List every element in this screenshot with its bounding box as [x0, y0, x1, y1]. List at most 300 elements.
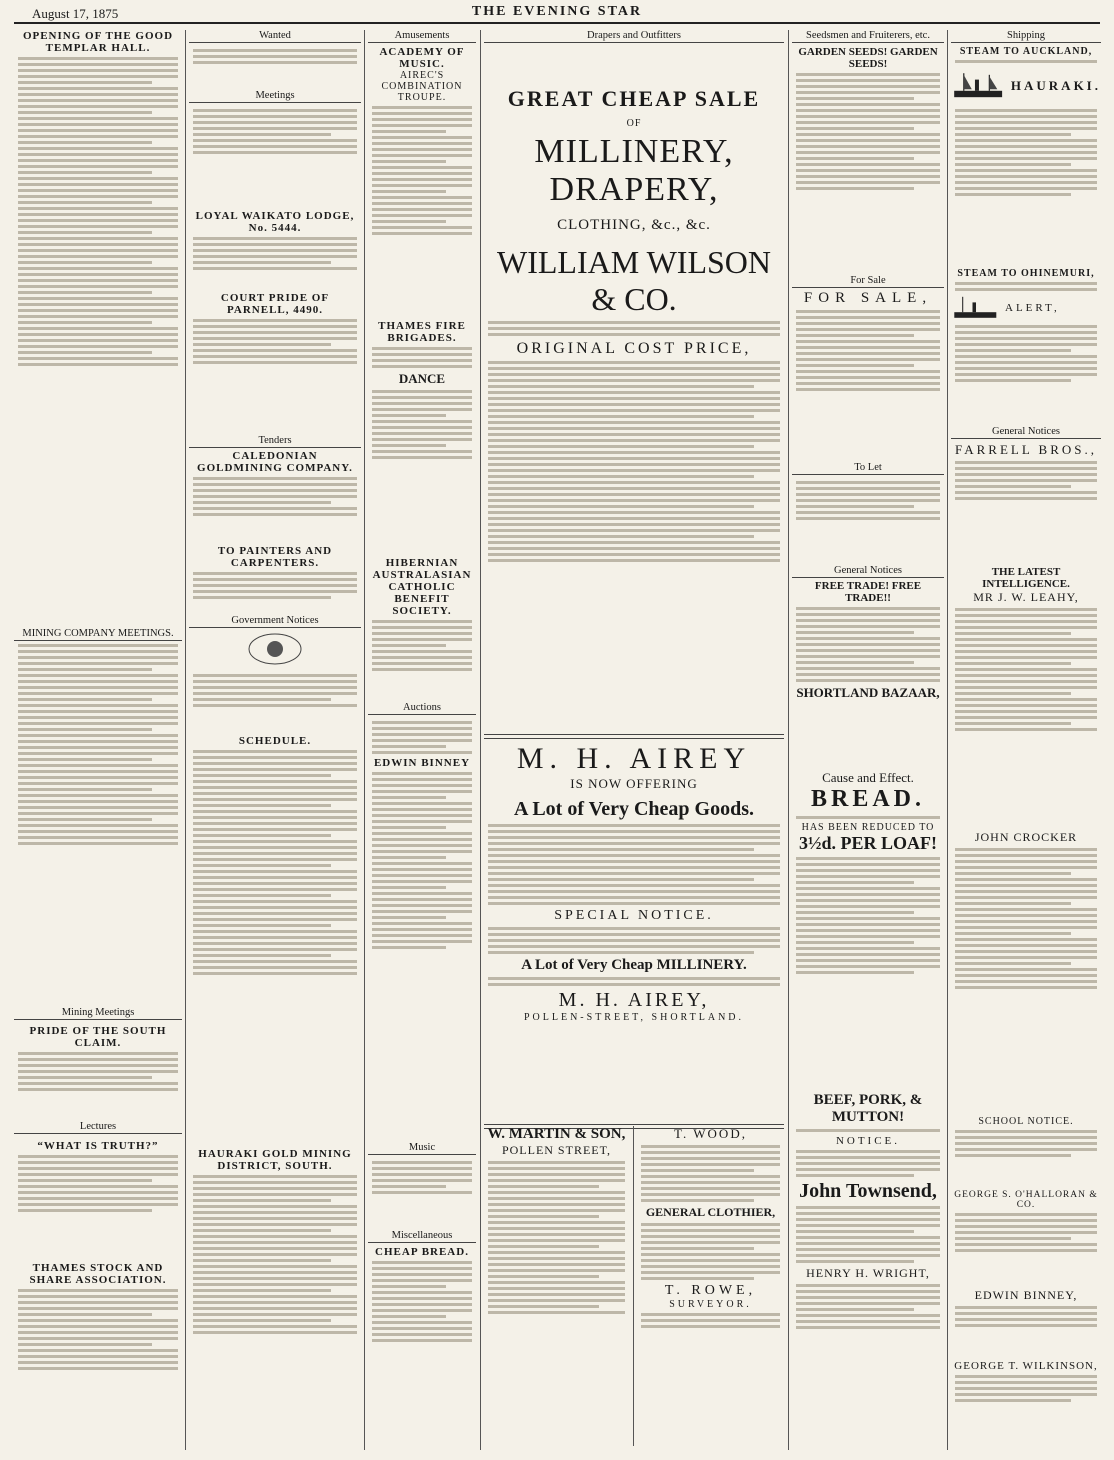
text-line	[18, 351, 152, 354]
text-line	[193, 762, 357, 765]
text-line	[18, 195, 178, 198]
notice-heading: CHEAP BREAD.	[375, 1246, 469, 1258]
text-line	[796, 1326, 940, 1329]
text-line	[641, 1253, 780, 1256]
ad-edwin-binney	[951, 1288, 1101, 1358]
body-text	[951, 1375, 1101, 1402]
text-line	[796, 1236, 940, 1239]
text-line	[796, 511, 940, 514]
text-line	[955, 127, 1097, 130]
text-line	[18, 1295, 178, 1298]
body-text	[792, 1150, 944, 1177]
text-line	[796, 881, 914, 884]
text-line	[193, 900, 357, 903]
text-line	[193, 834, 331, 837]
text-line	[193, 704, 357, 707]
text-line	[796, 649, 940, 652]
text-line	[193, 361, 357, 364]
text-line	[193, 115, 357, 118]
text-line	[796, 388, 940, 391]
section-heading: Drapers and Outfitters	[484, 30, 784, 43]
text-line	[18, 1070, 178, 1073]
text-line	[488, 1215, 599, 1218]
body-text	[14, 57, 182, 366]
text-line	[955, 1393, 1097, 1396]
text-line	[488, 493, 780, 496]
text-line	[955, 1237, 1071, 1240]
text-line	[955, 866, 1097, 869]
text-line	[193, 1247, 357, 1250]
text-line	[488, 475, 754, 478]
text-line	[18, 189, 178, 192]
text-line	[955, 914, 1097, 917]
ad-w-martin	[484, 1126, 629, 1446]
text-line	[955, 1306, 1097, 1309]
text-line	[796, 947, 940, 950]
text-line	[193, 127, 357, 130]
ad-headline: BREAD.	[810, 786, 925, 812]
text-line	[641, 1235, 780, 1238]
text-line	[488, 553, 780, 556]
text-line	[955, 944, 1097, 947]
text-line	[488, 535, 754, 538]
text-line	[18, 1349, 178, 1352]
text-line	[955, 145, 1097, 148]
text-line	[372, 940, 472, 943]
text-line	[955, 343, 1097, 346]
text-line	[955, 902, 1071, 905]
text-line	[641, 1259, 780, 1262]
body-text	[951, 1213, 1101, 1252]
text-line	[796, 115, 940, 118]
text-line	[193, 325, 357, 328]
body-text	[368, 1161, 476, 1194]
text-line	[796, 1302, 940, 1305]
text-line	[796, 929, 940, 932]
text-line	[955, 467, 1097, 470]
text-line	[193, 1259, 331, 1262]
text-line	[18, 345, 178, 348]
text-line	[796, 133, 940, 136]
text-line	[372, 426, 472, 429]
text-line	[372, 420, 472, 423]
text-line	[18, 740, 178, 743]
ad-school-notice	[951, 1116, 1101, 1186]
text-line	[193, 343, 331, 346]
body-text	[368, 620, 476, 671]
text-line	[955, 656, 1097, 659]
text-line	[372, 946, 446, 949]
text-line	[955, 1375, 1097, 1378]
column-1	[14, 30, 182, 1450]
text-line	[955, 638, 1097, 641]
text-line	[641, 1145, 780, 1148]
ad-text: HAS BEEN REDUCED TO	[801, 822, 935, 833]
body-text	[637, 1145, 784, 1202]
ad-headline: SCHOOL NOTICE.	[978, 1116, 1074, 1127]
text-line	[372, 196, 472, 199]
ad-firm-name: M. H. AIREY	[516, 742, 752, 775]
text-line	[796, 1314, 940, 1317]
section-heading: Miscellaneous	[368, 1230, 476, 1243]
ad-farrell-bros	[951, 442, 1101, 542]
text-line	[18, 830, 178, 833]
text-line	[372, 220, 446, 223]
text-line	[18, 1209, 152, 1212]
ad-address: POLLEN-STREET, SHORTLAND.	[523, 1012, 745, 1023]
text-line	[18, 255, 178, 258]
text-line	[372, 178, 472, 181]
text-line	[372, 644, 446, 647]
ad-subheadline: CLOTHING, &c., &c.	[557, 217, 711, 233]
text-line	[18, 782, 178, 785]
text-line	[18, 1167, 178, 1170]
text-line	[488, 415, 754, 418]
text-line	[488, 403, 780, 406]
text-line	[955, 698, 1097, 701]
text-line	[193, 349, 357, 352]
text-line	[488, 1197, 625, 1200]
text-line	[372, 1167, 472, 1170]
text-line	[193, 1331, 357, 1334]
ad-headline: 3½d. PER LOAF!	[798, 833, 937, 853]
body-text	[14, 1289, 182, 1370]
text-line	[372, 444, 446, 447]
text-line	[488, 379, 780, 382]
text-line	[641, 1187, 780, 1190]
text-line	[193, 1187, 357, 1190]
text-line	[18, 644, 178, 647]
text-line	[488, 1239, 625, 1242]
text-line	[955, 692, 1071, 695]
body-text	[951, 60, 1101, 63]
text-line	[18, 93, 178, 96]
text-line	[796, 887, 940, 890]
text-line	[193, 698, 331, 701]
text-line	[955, 1219, 1097, 1222]
text-line	[488, 878, 754, 881]
text-line	[796, 364, 914, 367]
text-line	[193, 596, 331, 599]
ad-subheadline: NOTICE.	[835, 1135, 901, 1147]
text-line	[796, 1224, 940, 1227]
text-line	[372, 892, 472, 895]
text-line	[796, 163, 940, 166]
text-line	[488, 902, 780, 905]
text-line	[955, 288, 1097, 291]
text-line	[488, 1287, 625, 1290]
text-line	[372, 1279, 472, 1282]
text-line	[955, 686, 1097, 689]
text-line	[796, 1308, 914, 1311]
text-line	[372, 778, 472, 781]
body-text	[792, 1206, 944, 1263]
text-line	[488, 499, 780, 502]
text-line	[193, 237, 357, 240]
article-mining-meetings	[14, 628, 182, 1008]
text-line	[488, 433, 780, 436]
ad-leahy-bootmaker	[951, 566, 1101, 826]
text-line	[193, 1319, 331, 1322]
text-line	[372, 856, 446, 859]
text-line	[193, 243, 357, 246]
text-line	[372, 1321, 472, 1324]
text-line	[193, 942, 357, 945]
text-line	[796, 923, 940, 926]
text-line	[955, 461, 1097, 464]
text-line	[18, 1082, 178, 1085]
section-heading: General Notices	[792, 565, 944, 578]
text-line	[18, 1301, 178, 1304]
ad-firm-name: SHORTLAND BAZAAR,	[796, 685, 940, 700]
text-line	[372, 432, 472, 435]
text-line	[488, 487, 780, 490]
body-text	[637, 1223, 784, 1280]
text-line	[955, 650, 1097, 653]
text-line	[955, 367, 1097, 370]
text-line	[488, 836, 780, 839]
tender-painters	[189, 545, 361, 610]
text-line	[193, 792, 357, 795]
text-line	[955, 1318, 1097, 1321]
text-line	[193, 337, 357, 340]
text-line	[796, 661, 914, 664]
text-line	[796, 613, 940, 616]
text-line	[372, 934, 472, 937]
text-line	[955, 950, 1097, 953]
ad-firm-name: T. ROWE,	[664, 1283, 757, 1298]
text-line	[372, 814, 472, 817]
text-line	[955, 908, 1097, 911]
ad-text: SURVEYOR.	[669, 1299, 752, 1310]
text-line	[193, 876, 357, 879]
text-line	[488, 866, 780, 869]
text-line	[18, 1337, 178, 1340]
text-line	[18, 213, 178, 216]
text-line	[641, 1247, 754, 1250]
text-line	[372, 922, 472, 925]
text-line	[372, 733, 472, 736]
text-line	[372, 928, 472, 931]
text-line	[193, 507, 357, 510]
text-line	[18, 237, 178, 240]
text-line	[18, 147, 178, 150]
text-line	[193, 1175, 357, 1178]
body-text	[368, 721, 476, 754]
text-line	[955, 325, 1097, 328]
text-line	[955, 109, 1097, 112]
text-line	[18, 776, 178, 779]
text-line	[372, 160, 446, 163]
ad-firm-name: FARRELL BROS.,	[954, 442, 1098, 457]
text-line	[193, 1265, 357, 1268]
text-line	[193, 61, 357, 64]
text-line	[955, 497, 1097, 500]
body-text	[792, 73, 944, 190]
text-line	[955, 920, 1097, 923]
text-line	[18, 656, 178, 659]
text-line	[796, 631, 914, 634]
text-line	[18, 824, 178, 827]
text-line	[18, 1319, 178, 1322]
text-line	[18, 692, 178, 695]
text-line	[372, 148, 472, 151]
text-line	[18, 129, 178, 132]
body-text	[484, 361, 784, 562]
text-line	[796, 1168, 940, 1171]
notice-what-is-truth	[14, 1140, 182, 1260]
text-line	[488, 517, 780, 520]
text-line	[796, 499, 940, 502]
text-line	[193, 477, 357, 480]
text-line	[955, 884, 1097, 887]
article-good-templar-hall	[14, 30, 182, 630]
text-line	[193, 686, 357, 689]
body-text	[368, 106, 476, 235]
steamship-icon	[951, 66, 1007, 106]
text-line	[193, 1193, 357, 1196]
ship-name: ALERT,	[1005, 302, 1060, 314]
text-line	[372, 850, 472, 853]
text-line	[193, 786, 357, 789]
text-line	[641, 1157, 780, 1160]
ad-headline: FOR SALE,	[803, 290, 933, 306]
text-line	[488, 854, 780, 857]
text-line	[193, 888, 357, 891]
text-line	[641, 1223, 780, 1226]
text-line	[955, 1387, 1097, 1390]
text-line	[955, 1399, 1071, 1402]
text-line	[955, 632, 1071, 635]
text-line	[372, 910, 472, 913]
column-rule	[788, 30, 789, 1450]
text-line	[488, 927, 780, 930]
text-line	[18, 794, 178, 797]
text-line	[488, 367, 780, 370]
text-line	[193, 780, 357, 783]
text-line	[796, 941, 914, 944]
text-line	[18, 1313, 152, 1316]
body-text	[792, 1284, 944, 1329]
text-line	[372, 620, 472, 623]
text-line	[796, 139, 940, 142]
text-line	[193, 1199, 331, 1202]
body-text	[792, 310, 944, 391]
text-line	[488, 1305, 599, 1308]
text-line	[18, 728, 152, 731]
text-line	[18, 297, 178, 300]
text-line	[18, 758, 152, 761]
text-line	[372, 1297, 472, 1300]
text-line	[372, 208, 472, 211]
text-line	[18, 183, 178, 186]
text-line	[18, 219, 178, 222]
ad-william-wilson	[484, 46, 784, 626]
text-line	[193, 828, 357, 831]
text-line	[488, 1263, 625, 1266]
body-text	[189, 49, 361, 64]
text-line	[955, 1249, 1097, 1252]
text-line	[18, 746, 178, 749]
notice-meeting	[189, 106, 361, 206]
text-line	[796, 911, 914, 914]
text-line	[796, 346, 940, 349]
ad-firm-name: JOHN CROCKER	[974, 830, 1078, 844]
ad-to-let	[792, 478, 944, 563]
text-line	[955, 716, 1097, 719]
ad-firm-name: MR J. W. LEAHY,	[973, 590, 1079, 604]
text-line	[488, 421, 780, 424]
column-5	[792, 30, 944, 1450]
text-line	[18, 1307, 178, 1310]
text-line	[488, 321, 780, 324]
text-line	[372, 826, 446, 829]
text-line	[372, 142, 472, 145]
text-line	[193, 750, 357, 753]
text-line	[955, 491, 1097, 494]
body-text	[792, 607, 944, 682]
text-line	[18, 770, 178, 773]
text-line	[488, 529, 780, 532]
body-text	[951, 848, 1101, 989]
text-line	[488, 1245, 599, 1248]
text-line	[18, 1289, 178, 1292]
column-rule	[364, 30, 365, 1450]
text-line	[955, 175, 1097, 178]
text-line	[193, 267, 357, 270]
music-lessons	[368, 1158, 476, 1228]
notice-heading: HAURAKI GOLD MINING DISTRICT, SOUTH.	[198, 1148, 352, 1172]
text-line	[955, 1231, 1097, 1234]
text-line	[193, 151, 357, 154]
text-line	[488, 1167, 625, 1170]
text-line	[372, 214, 472, 217]
text-line	[488, 1275, 599, 1278]
body-text	[951, 109, 1101, 196]
text-line	[488, 541, 780, 544]
newspaper-title: THE EVENING STAR	[471, 4, 643, 19]
ad-firm-name: WILLIAM WILSON & CO.	[496, 244, 771, 317]
text-line	[18, 1185, 178, 1188]
section-heading: Seedsmen and Fruiterers, etc.	[792, 30, 944, 43]
text-line	[372, 124, 472, 127]
text-line	[796, 376, 940, 379]
text-line	[488, 824, 780, 827]
cheap-bread-notice	[368, 1246, 476, 1446]
text-line	[488, 872, 780, 875]
text-line	[641, 1169, 754, 1172]
body-text	[484, 927, 784, 954]
text-line	[488, 896, 780, 899]
text-line	[955, 115, 1097, 118]
text-line	[955, 349, 1071, 352]
ad-garden-seeds	[792, 46, 944, 271]
text-line	[796, 79, 940, 82]
text-line	[372, 172, 472, 175]
body-text	[637, 1313, 784, 1328]
text-line	[955, 722, 1071, 725]
text-line	[796, 85, 940, 88]
body-text	[189, 572, 361, 599]
text-line	[18, 1367, 178, 1370]
text-line	[372, 396, 472, 399]
text-line	[641, 1271, 780, 1274]
body-text	[484, 321, 784, 336]
text-line	[193, 1325, 357, 1328]
section-heading: Government Notices	[189, 615, 361, 628]
body-text	[14, 644, 182, 845]
text-line	[955, 932, 1071, 935]
